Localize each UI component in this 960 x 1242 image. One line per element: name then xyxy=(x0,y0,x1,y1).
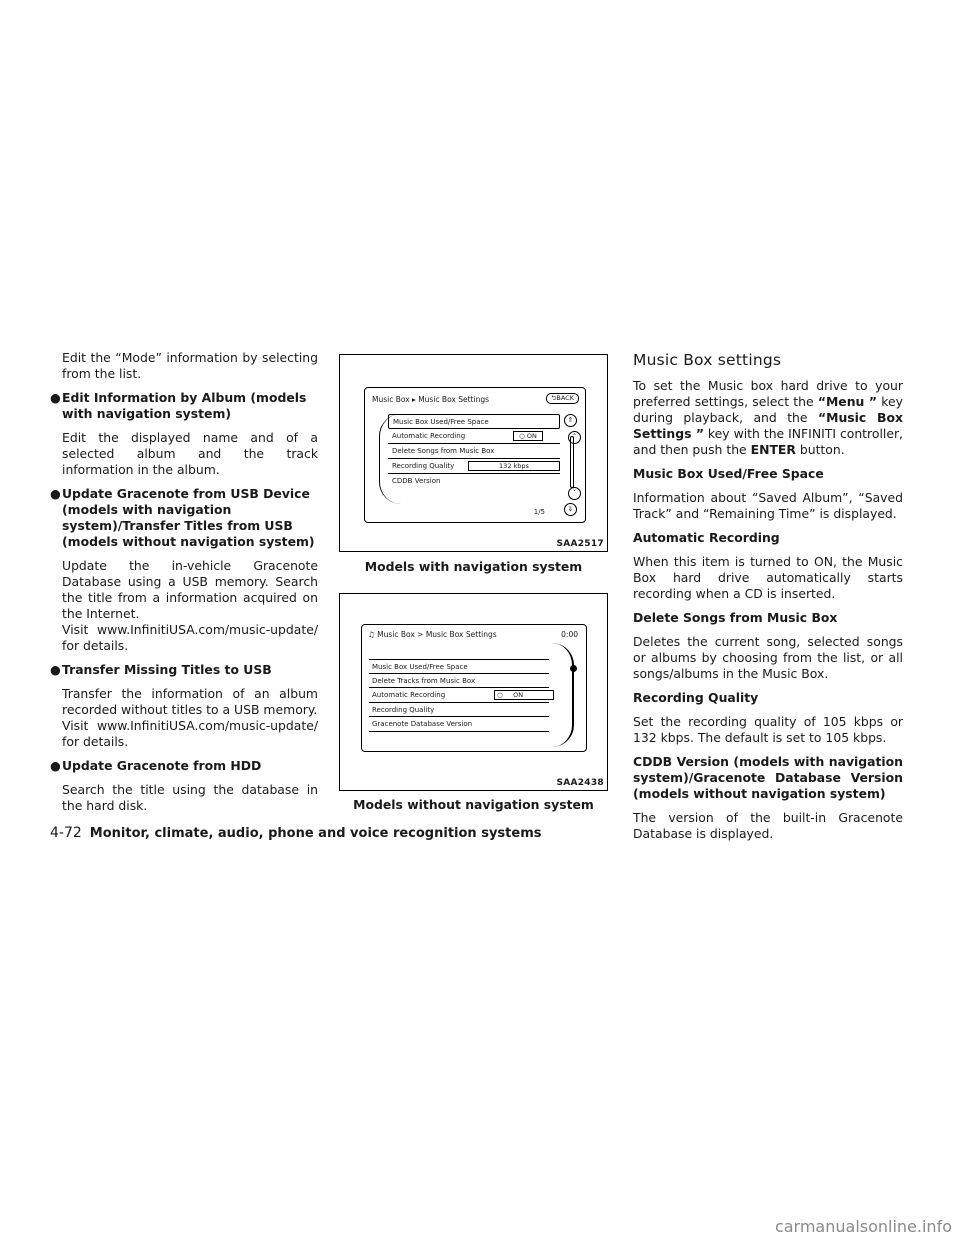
page-down-icon[interactable]: ⇓ xyxy=(564,503,577,516)
edit-album-text: Edit the displayed name and of a selected album and the track information in the album. xyxy=(62,430,318,477)
bullet-icon: ● xyxy=(50,662,61,677)
transfer-missing-text: Transfer the information of an album recorded without titles to a USB memory. xyxy=(62,686,318,717)
bullet-edit-album-head: Edit Information by Album (models with navigation system) xyxy=(62,390,307,421)
figure-caption: Models with navigation system xyxy=(364,559,583,574)
back-button[interactable]: ⮌BACK xyxy=(546,393,579,404)
nonav-screen-title xyxy=(368,630,497,639)
figure-code: SAA2438 xyxy=(556,778,604,788)
section-heading: Music Box settings xyxy=(633,351,782,369)
music-box-settings-key-label: “Music Box Settings ” xyxy=(633,410,903,441)
bullet-update-usb-head: Update Gracenote from USB Device (models with navigation system)/Transfer Titles from USB (models without navigation system) xyxy=(62,486,315,549)
intro-text xyxy=(633,378,903,458)
nonav-title-text: Music Box > Music Box Settings xyxy=(377,630,497,639)
bullet-icon: ● xyxy=(50,390,61,405)
used-free-text: Information about “Saved Album”, “Saved Track” and “Remaining Time” is displayed. xyxy=(633,490,903,521)
page-indicator: 1/5 xyxy=(533,508,545,516)
auto-recording-toggle[interactable] xyxy=(494,690,554,700)
mode-text: Edit the “Mode” information by selecting from the list. xyxy=(62,350,318,381)
bullet-update-hdd xyxy=(50,758,318,774)
page-number: 4-72 xyxy=(50,825,82,841)
figure-caption: Models without navigation system xyxy=(353,797,594,812)
transfer-missing-visit: Visit www.InfinitiUSA.com/music-update/ for details. xyxy=(62,718,318,749)
list-item[interactable]: Delete Tracks from Music Box xyxy=(369,674,549,689)
intro-part: To set the Music box hard drive to your preferred settings, select the xyxy=(633,378,903,409)
bullet-transfer-missing-head: Transfer Missing Titles to USB xyxy=(62,662,272,677)
page-up-icon[interactable]: ⇑ xyxy=(564,414,577,427)
auto-recording-toggle[interactable] xyxy=(513,431,543,441)
list-item[interactable] xyxy=(388,459,560,474)
subheading-auto-recording: Automatic Recording xyxy=(633,530,780,545)
list-item-label: Recording Quality xyxy=(392,462,455,470)
list-item[interactable]: Recording Quality xyxy=(369,703,549,718)
auto-recording-text: When this item is turned to ON, the Music Box hard drive automatically starts recording when a CD is inserted. xyxy=(633,554,903,601)
nonav-settings-list xyxy=(369,659,549,732)
enter-button-label: ENTER xyxy=(750,442,796,457)
subheading-recording-quality: Recording Quality xyxy=(633,690,759,705)
scroll-position-icon xyxy=(570,665,577,672)
subheading-delete-songs: Delete Songs from Music Box xyxy=(633,610,838,625)
nav-screen-display xyxy=(364,387,586,523)
watermark: carmanualsonline.info xyxy=(774,1217,952,1236)
radio-icon: ○ xyxy=(519,432,527,440)
intro-part: key with the INFINITI controller, and then push the xyxy=(633,426,903,457)
update-usb-text: Update the in-vehicle Gracenote Database using a USB memory. Search the title from a information acquired on the Internet. xyxy=(62,558,318,621)
update-hdd-text: Search the title using the database in the hard disk. xyxy=(62,782,318,813)
delete-songs-text: Deletes the current song, selected songs or albums by choosing from the list, or all songs/albums in the Music Box. xyxy=(633,634,903,681)
bullet-transfer-missing xyxy=(50,662,318,678)
list-item[interactable]: Music Box Used/Free Space xyxy=(369,659,549,674)
recording-quality-value: 132 kbps xyxy=(468,461,560,471)
intro-part: button. xyxy=(795,442,845,457)
scroll-arc[interactable] xyxy=(552,643,574,747)
left-column xyxy=(50,350,318,814)
bullet-icon: ● xyxy=(50,486,61,501)
list-item[interactable] xyxy=(388,429,560,444)
right-column xyxy=(633,350,903,842)
list-item[interactable]: Music Box Used/Free Space xyxy=(388,414,560,429)
subheading-used-free: Music Box Used/Free Space xyxy=(633,466,824,481)
nonav-screen-display xyxy=(361,624,587,752)
list-item[interactable] xyxy=(369,688,549,703)
cddb-version-text: The version of the built-in Gracenote Database is displayed. xyxy=(633,810,903,841)
update-usb-visit: Visit www.InfinitiUSA.com/music-update/ for details. xyxy=(62,622,318,653)
list-item[interactable]: Gracenote Database Version xyxy=(369,717,549,732)
bullet-edit-album xyxy=(50,390,318,422)
nav-settings-list xyxy=(379,414,554,504)
recording-quality-text: Set the recording quality of 105 kbps or 132 kbps. The default is set to 105 kbps. xyxy=(633,714,903,745)
clock-display: 0:00 xyxy=(561,630,578,639)
scroll-up-icon[interactable]: ˄ xyxy=(568,431,581,444)
radio-icon: ○ xyxy=(495,691,514,699)
auto-recording-value: ON xyxy=(526,432,537,440)
page-footer xyxy=(50,825,910,841)
bullet-icon: ● xyxy=(50,758,61,773)
intro-part: key during playback, and the xyxy=(633,394,903,425)
figure-code: SAA2517 xyxy=(556,539,604,549)
list-item-label: Automatic Recording xyxy=(372,691,446,699)
section-title: Monitor, climate, audio, phone and voice recognition systems xyxy=(89,826,542,841)
menu-key-label: “Menu ” xyxy=(817,394,878,409)
figure-nonav-screen xyxy=(339,593,608,791)
list-item-label: Automatic Recording xyxy=(392,432,466,440)
figure-nav-screen xyxy=(339,354,608,552)
subheading-cddb-version: CDDB Version (models with navigation system)/Gracenote Database Version (models without navigation system) xyxy=(633,754,903,801)
nav-screen-title: Music Box ▸ Music Box Settings xyxy=(372,395,490,404)
auto-recording-value: ON xyxy=(513,691,524,699)
bullet-update-hdd-head: Update Gracenote from HDD xyxy=(62,758,262,773)
list-item[interactable]: CDDB Version xyxy=(392,477,441,485)
bullet-update-usb xyxy=(50,486,318,550)
list-item[interactable]: Delete Songs from Music Box xyxy=(388,444,560,459)
music-note-icon: ♫ xyxy=(368,630,378,639)
scroll-down-icon[interactable]: ˅ xyxy=(568,487,581,500)
